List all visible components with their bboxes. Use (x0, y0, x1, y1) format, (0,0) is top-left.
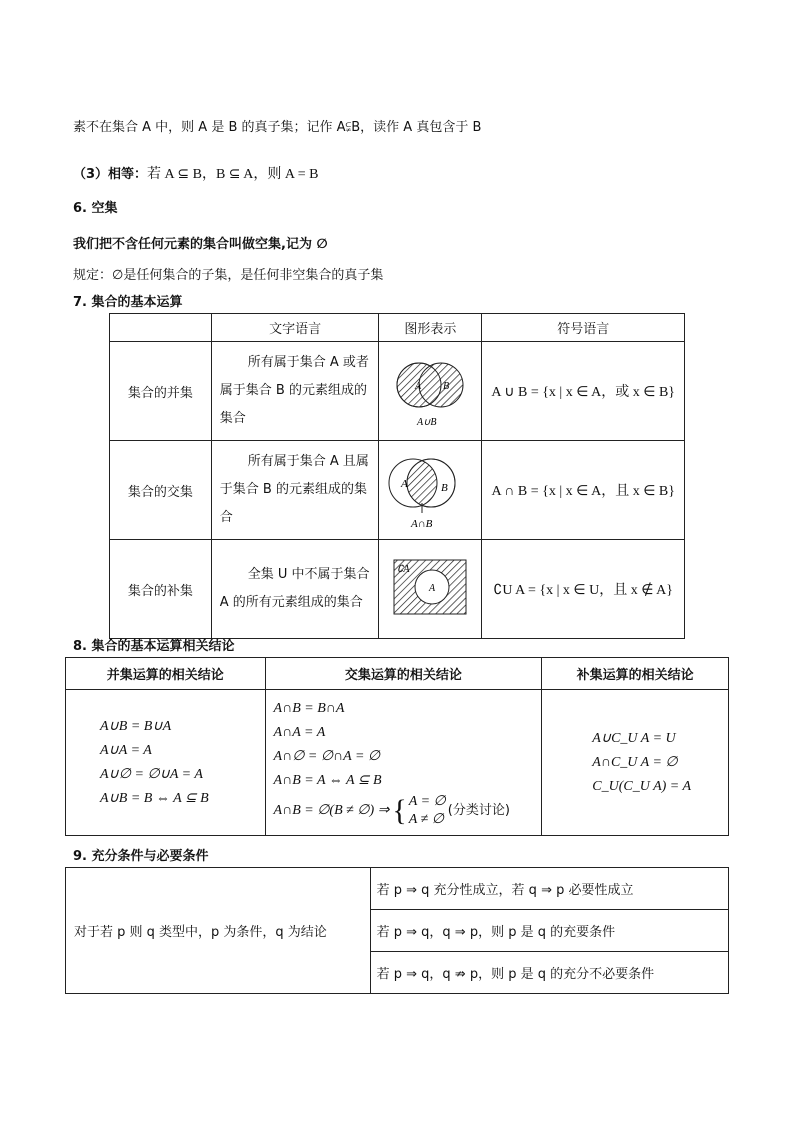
formula-line: C_U(C_U A) = A (592, 778, 692, 794)
formula-line: A∩B = A ⇔ A ⊆ B (273, 772, 382, 788)
formula-line: A∩A = A (273, 724, 326, 740)
equality-label: （3）相等： (73, 167, 148, 182)
header-cell: 并集运算的相关结论 (66, 658, 266, 690)
formula-line: A∪B = B∪A (100, 718, 172, 734)
section-7-heading: 7. 集合的基本运算 (73, 295, 183, 310)
conditions-table (65, 867, 729, 994)
venn-caption: A∩B (411, 518, 433, 530)
formula-line: A∩B = B∩A (273, 700, 345, 716)
table-row-union (110, 342, 685, 441)
table-header-row (110, 314, 685, 342)
venn-label-b: B (441, 482, 449, 494)
section-9-heading: 9. 充分条件与必要条件 (73, 849, 209, 864)
operation-conclusions-table (65, 657, 729, 836)
case-lhs: A∩B = ∅(B ≠ ∅) ⇒ (273, 802, 390, 818)
formula-line: A∪A = A (100, 742, 152, 758)
venn-label-a: A (415, 381, 422, 392)
intro-line: 素不在集合 A 中，则 A 是 B 的真子集；记作 A⫋B，读作 A 真包含于 B (73, 120, 482, 135)
condition-cell: 若 p ⇒ q 充分性成立，若 q ⇒ p 必要性成立 (370, 868, 728, 910)
venn-caption: ∁A (397, 564, 410, 575)
table-row-intersection (110, 441, 685, 540)
operation-symbol: A ∪ B = {x | x ∈ A，或 x ∈ B} (482, 342, 685, 441)
formula-line: A∩∅ = ∅∩A = ∅ (273, 748, 381, 764)
venn-caption: A∪B (417, 417, 437, 428)
operation-symbol: A ∩ B = {x | x ∈ A，且 x ∈ B} (482, 441, 685, 540)
header-cell: 文字语言 (211, 314, 379, 342)
table-row (66, 868, 729, 910)
empty-set-definition: 我们把不含任何元素的集合叫做空集,记为 ∅ (73, 237, 328, 252)
case-note: (分类讨论) (447, 802, 510, 818)
intersection-venn-diagram (379, 441, 482, 540)
header-cell: 符号语言 (482, 314, 685, 342)
table-row (66, 690, 729, 836)
conditions-description: 对于若 p 则 q 类型中，p 为条件，q 为结论 (66, 868, 371, 994)
operation-description: 所有属于集合 A 且属于集合 B 的元素组成的集合 (211, 441, 379, 540)
case-analysis-formula (274, 793, 542, 829)
condition-cell: 若 p ⇒ q，q ⇒ p，则 p 是 q 的充要条件 (370, 910, 728, 952)
set-operations-table (109, 313, 685, 639)
complement-venn-diagram (379, 540, 482, 639)
operation-description: 全集 U 中不属于集合 A 的所有元素组成的集合 (211, 540, 379, 639)
table-row-complement (110, 540, 685, 639)
complement-conclusions (542, 690, 729, 836)
union-venn-diagram (379, 342, 482, 441)
brace-symbol: { (392, 793, 407, 827)
case-two: A ≠ ∅ (408, 811, 444, 827)
header-cell (110, 314, 212, 342)
operation-name: 集合的并集 (110, 342, 212, 441)
union-conclusions (66, 690, 266, 836)
operation-name: 集合的补集 (110, 540, 212, 639)
header-cell: 交集运算的相关结论 (265, 658, 542, 690)
empty-set-rule: 规定：∅是任何集合的子集，是任何非空集合的真子集 (73, 268, 384, 283)
header-cell: 图形表示 (379, 314, 482, 342)
section-8-heading: 8. 集合的基本运算相关结论 (73, 639, 235, 654)
formula-line: A∩C_U A = ∅ (592, 754, 678, 770)
section-6-heading: 6. 空集 (73, 201, 118, 216)
header-cell: 补集运算的相关结论 (542, 658, 729, 690)
operation-symbol: ∁U A = {x | x ∈ U，且 x ∉ A} (482, 540, 685, 639)
operation-name: 集合的交集 (110, 441, 212, 540)
equality-text: 若 A ⊆ B，B ⊆ A，则 A = B (147, 167, 319, 182)
formula-line: A∪C_U A = U (592, 730, 676, 746)
formula-line: A∪B = B ⇔ A ⊆ B (100, 790, 209, 806)
equality-line (73, 163, 318, 183)
intersection-conclusions (265, 690, 542, 836)
venn-label-b: B (443, 381, 450, 392)
operation-description: 所有属于集合 A 或者属于集合 B 的元素组成的集合 (211, 342, 379, 441)
condition-cell: 若 p ⇒ q，q ⇏ p，则 p 是 q 的充分不必要条件 (370, 952, 728, 994)
venn-label-a: A (429, 583, 436, 594)
case-one: A = ∅ (408, 793, 446, 809)
table-header-row (66, 658, 729, 690)
venn-label-a: A (401, 478, 409, 490)
formula-line: A∪∅ = ∅∪A = A (100, 766, 203, 782)
